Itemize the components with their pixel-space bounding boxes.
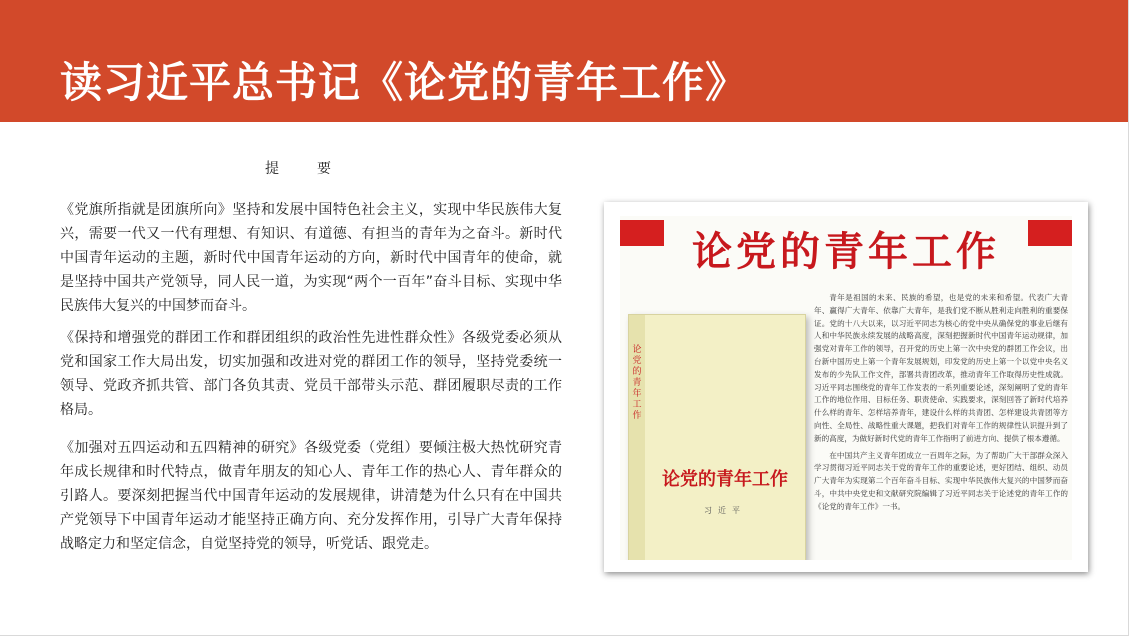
book-intro-paragraph-1: 青年是祖国的未来、民族的希望，也是党的未来和希望。代表广大青年、赢得广大青年、依靠广大青年，是我们党不断从胜利走向胜利的重要保证。党的十八大以来，以习近平同志为核心的党中央从确保党的事业后继有人和中华民族永续发展的战略高度，深刻把握新时代中国青年运动规律，加强党对青年工作的领导，召开党的历史上第一次中央党的群团工作会议，出台新中国历史上第一个青年发展规划，印发党的历史上第一个以党中央名义发布的少先队工作文件，部署共青团改革，推动青年工作取得历史性成就。习近平同志围绕党的青年工作发表的一系列重要论述，深刻阐明了党的青年工作的地位作用、目标任务、职责使命、实践要求，深刻回答了新时代培养什么样的青年、怎样培养青年，建设什么样的共青团、怎样建设共青团等方向性、全局性、战略性重大课题，把我们对青年工作的规律性认识提升到了新的高度，为做好新时代党的青年工作指明了前进方向、提供了根本遵循。 (814, 293, 1068, 443)
title-bar (0, 0, 1128, 122)
book-spine (629, 315, 645, 560)
book-cover-title: 论党的青年工作 (662, 469, 788, 490)
book-image-content (620, 216, 1072, 560)
book-cover-author: 习近平 (704, 506, 746, 515)
summary-heading: 提要 (265, 161, 369, 177)
book-image (604, 202, 1088, 572)
book-spine-text: 论党的青年工作 (632, 345, 642, 421)
slide-title: 读习近平总书记《论党的青年工作》 (60, 58, 749, 107)
book-banner-title: 论党的青年工作 (692, 228, 1000, 275)
paragraph-1: 《党旗所指就是团旗所向》坚持和发展中国特色社会主义，实现中华民族伟大复兴，需要一代又一代有理想、有知识、有道德、有担当的青年为之奋斗。新时代中国青年运动的主题，新时代中国青年运动的方向，新时代中国青年的使命，就是坚持中国共产党领导，同人民一道，为实现“两个一百年”奋斗目标、实现中华民族伟大复兴的中国梦而奋斗。 (60, 202, 562, 314)
book-intro-text (814, 292, 1068, 518)
paragraph-3: 《加强对五四运动和五四精神的研究》各级党委（党组）要倾注极大热忱研究青年成长规律和时代特点，做青年朋友的知心人、青年工作的热心人、青年群众的引路人。要深刻把握当代中国青年运动的发展规律，讲清楚为什么只有在中国共产党领导下中国青年运动才能坚持正确方向、充分发挥作用，引导广大青年保持战略定力和坚定信念，自觉坚持党的领导，听党话、跟党走。 (60, 440, 562, 552)
paragraph-2: 《保持和增强党的群团工作和群团组织的政治性先进性群众性》各级党委必须从党和国家工作大局出发，切实加强和改进对党的群团工作的领导，坚持党委统一领导、党政齐抓共管、部门各负其责、党员干部带头示范、群团履职尽责的工作格局。 (60, 330, 562, 418)
book-cover (628, 314, 806, 560)
book-intro-paragraph-2: 在中国共产主义青年团成立一百周年之际，为了帮助广大干部群众深入学习贯彻习近平同志关于党的青年工作的重要论述，更好团结、组织、动员广大青年为实现第二个百年奋斗目标、实现中华民族伟大复兴的中国梦而奋斗，中共中央党史和文献研究院编辑了习近平同志关于论述党的青年工作的《论党的青年工作》一书。 (814, 450, 1068, 511)
